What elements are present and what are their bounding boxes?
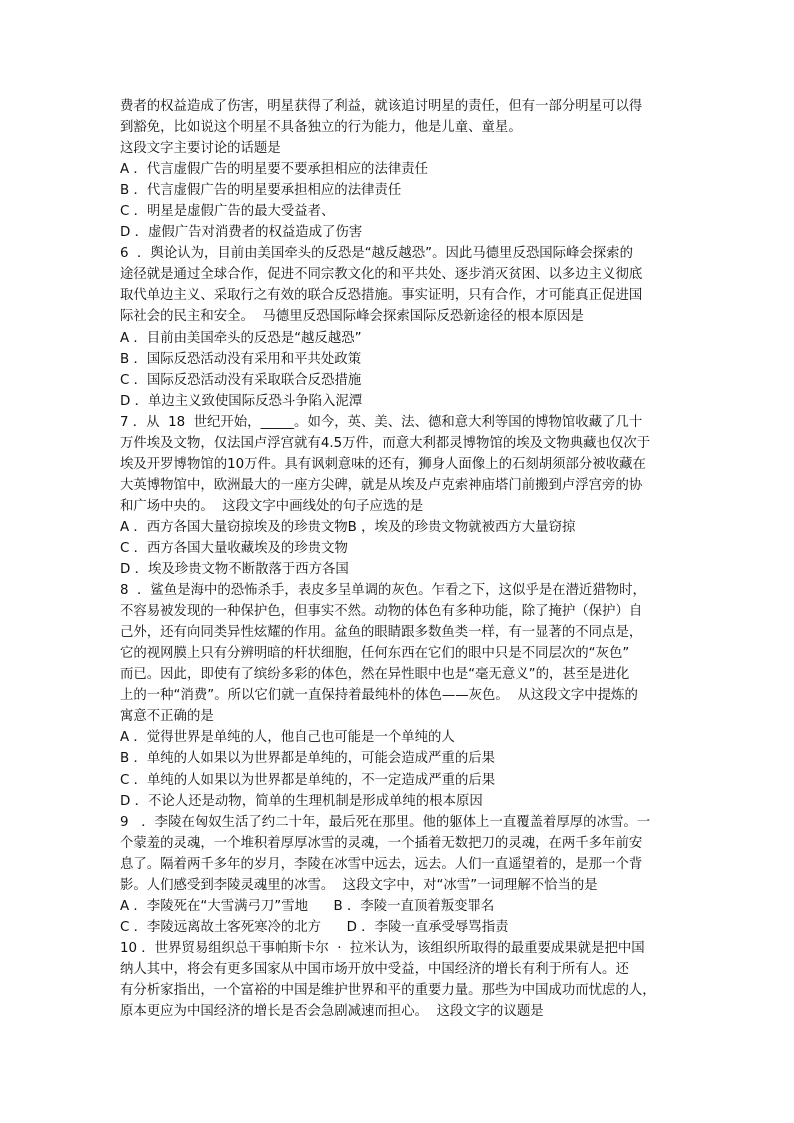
text-line: B ．单纯的人如果以为世界都是单纯的，可能会造成严重的后果 bbox=[120, 751, 495, 767]
text-line: 个蒙羞的灵魂，一个堆积着厚厚冰雪的灵魂，一个插着无数把刀的灵魂，在两千多年前安 bbox=[120, 835, 643, 851]
text-line: 取代单边主义、采取行之有效的联合反恐措施。事实证明，只有合作，才可能真正促进国 bbox=[120, 288, 643, 304]
text-line: 它的视网膜上只有分辨明暗的杆状细胞，任何东西在它们的眼中只是不同层次的“灰色” bbox=[120, 646, 630, 662]
text-line: 7 ．从 18 世纪开始，_____。如今，英、美、法、德和意大利等国的博物馆收藏了几十 bbox=[120, 414, 643, 430]
text-line: 纳人其中，将会有更多国家从中国市场开放中受益，中国经济的增长有利于所有人。还 bbox=[120, 961, 629, 977]
text-line: C ．国际反恐活动没有采取联合反恐措施 bbox=[120, 372, 362, 388]
text-line: 10 ．世界贸易组织总干事帕斯卡尔 · 拉米认为，该组织所取得的最重要成果就是把中国 bbox=[120, 940, 645, 956]
text-line: 寓意不正确的是 bbox=[120, 709, 214, 725]
text-line: C ．李陵远离故土客死寒冷的北方 D ．李陵一直承受辱骂指责 bbox=[120, 919, 509, 935]
text-line: 9 ．李陵在匈奴生活了约二十年，最后死在那里。他的躯体上一直覆盖着厚厚的冰雪。一 bbox=[120, 814, 651, 830]
text-line: 影。人们感受到李陵灵魂里的冰雪。 这段文字中，对“冰雪”一词理解不恰当的是 bbox=[120, 877, 598, 893]
text-line: A ．西方各国大量窃掠埃及的珍贵文物B ，埃及的珍贵文物就被西方大量窃掠 bbox=[120, 519, 576, 535]
text-line: D ．单边主义致使国际反恐斗争陷入泥潭 bbox=[120, 393, 363, 409]
text-line: 不容易被发现的一种保护色，但事实不然。动物的体色有多种功能，除了掩护（保护）自 bbox=[120, 604, 643, 620]
text-line: 这段文字主要讨论的话题是 bbox=[120, 141, 281, 157]
text-line: C ．西方各国大量收藏埃及的珍贵文物 bbox=[120, 540, 348, 556]
text-line: D ．埃及珍贵文物不断散落于西方各国 bbox=[120, 562, 349, 578]
text-line: B ．代言虚假广告的明星要承担相应的法律责任 bbox=[120, 183, 402, 199]
text-line: C ．明星是虚假广告的最大受益者、 bbox=[120, 204, 335, 220]
text-line: 息了。隔着两千多年的岁月，李陵在冰雪中远去，远去。人们一直遥望着的，是那一个背 bbox=[120, 856, 643, 872]
text-line: 和广场中央的。 这段文字中画线处的句子应选的是 bbox=[120, 498, 424, 514]
text-line: D ．不论人还是动物，简单的生理机制是形成单纯的根本原因 bbox=[120, 793, 483, 809]
text-line: 上的一种“消费”。所以它们就一直保持着最纯朴的体色——灰色。 从这段文字中提炼的 bbox=[120, 688, 638, 704]
text-line: 到豁免，比如说这个明星不具备独立的行为能力，他是儿童、童星。 bbox=[120, 120, 522, 136]
text-line: 原本更应为中国经济的增长是否会急剧减速而担心。 这段文字的议题是 bbox=[120, 1004, 544, 1020]
text-line: A ．代言虚假广告的明星要不要承担相应的法律责任 bbox=[120, 162, 429, 178]
text-line: 有分析家指出，一个富裕的中国是维护世界和平的重要力量。那些为中国成功而忧虑的人， bbox=[120, 982, 656, 998]
text-line: A ．李陵死在“大雪满弓刀”雪地 B ．李陵一直顶着叛变罪名 bbox=[120, 898, 495, 914]
text-line: 际社会的民主和安全。 马德里反恐国际峰会探索国际反恐新途径的根本原因是 bbox=[120, 309, 584, 325]
text-line: 大英博物馆中，欧洲最大的一座方尖碑，就是从埃及卢克索神庙塔门前搬到卢浮宫旁的协 bbox=[120, 477, 643, 493]
text-line: 而已。因此，即使有了缤纷多彩的体色，然在异性眼中也是“毫无意义”的，甚至是进化 bbox=[120, 667, 630, 683]
text-line: 费者的权益造成了伤害，明星获得了利益，就该追讨明星的责任，但有一部分明星可以得 bbox=[120, 99, 643, 114]
text-line: A ．目前由美国牵头的反恐是“越反越恐” bbox=[120, 330, 362, 346]
text-line: 途径就是通过全球合作，促进不同宗教文化的和平共处、逐步消灭贫困、以多边主义彻底 bbox=[120, 267, 643, 283]
text-line: 己外，还有向同类异性炫耀的作用。盆鱼的眼睛跟多数鱼类一样，有一显著的不同点是， bbox=[120, 625, 643, 641]
text-line: B ．国际反恐活动没有采用和平共处政策 bbox=[120, 351, 362, 367]
text-line: 埃及开罗博物馆的10万件。具有讽刺意味的还有，狮身人面像上的石刻胡须部分被收藏在 bbox=[120, 456, 646, 472]
text-line: 8 ．鲨鱼是海中的恐怖杀手，表皮多呈单调的灰色。乍看之下，这似乎是在潜近猎物时， bbox=[120, 583, 646, 599]
text-line: 6 ．舆论认为，目前由美国牵头的反恐是“越反越恐”。因此马德里反恐国际峰会探索的 bbox=[120, 246, 633, 262]
document-body bbox=[120, 96, 680, 1022]
text-line: 万件埃及文物，仅法国卢浮宫就有4.5万件，而意大利都灵博物馆的埃及文物典藏也仅次于 bbox=[120, 435, 651, 451]
text-line: A ．觉得世界是单纯的人，他自己也可能是一个单纯的人 bbox=[120, 730, 455, 746]
text-line: D ．虚假广告对消费者的权益造成了伤害 bbox=[120, 225, 363, 241]
text-line: C ．单纯的人如果以为世界都是单纯的，不一定造成严重的后果 bbox=[120, 772, 496, 788]
